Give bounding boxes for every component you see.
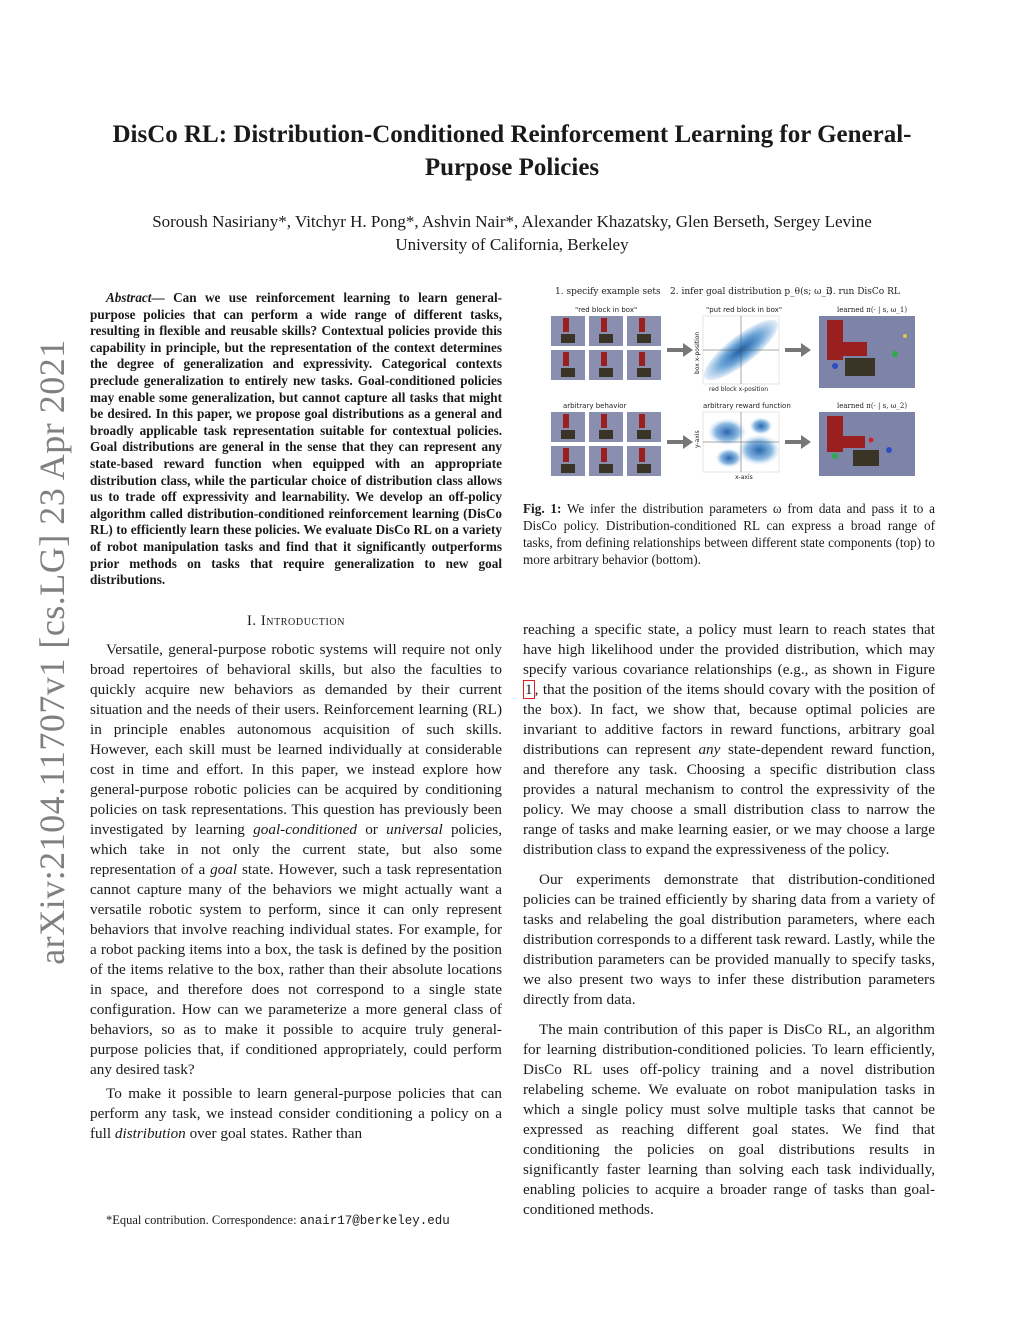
arxiv-stamp: arXiv:2104.11707v1 [cs.LG] 23 Apr 2021 [32,339,72,965]
correspondence-email[interactable]: anair17@berkeley.edu [299,1214,450,1228]
right-paragraph-1: reaching a specific state, a policy must learn to reach states that have high likelihood under the provided distribution, which may specify various covariance relationships (e.g., as shown in Figure 1 , that the position of the items should covary with the position of the box). In fact, we show that, because optimal policies are invariant to additive factors in reward functions, arbitrary goal distributions can represent any state-dependent reward function, and therefore any task. Choosing a specific distribution class provides a natural mechanism to control the expressivity of the policy. We may choose a small distribution class to narrow the range of tasks and make learning easier, or we may choose a large distribution class to expand the expressiveness of the policy. [523,621,935,858]
intro-paragraph-1: Versatile, general-purpose robotic systems will require not only broad repertoires of behavioral skills, but also the faculties to quickly acquire new behaviors as demanded by their current situation and the needs of their users. Reinforcement learning (RL) in principle enables autonomous acquisition of such skills. However, each skill must be learned individually at considerable cost in time and effort. In this paper, we instead explore how general-purpose robotic policies can be acquired by conditioning policies on task representations. This question has previously been investigated by learning goal-conditioned or universal policies, which take in not only the current state, but also some representation of a goal state. However, such a task representation cannot capture many of the behaviors we might actually want a versatile robotic system to perform, since it can only represent behaviors that involve reaching individual states. For example, for a robot packing items into a box, the task is defined by the position of the items relative to the box, rather than their absolute locations in space, and therefore does not correspond to a single state configuration. How can we parameterize a more general class of behaviors, so as to make it possible to acquire truly general-purpose policies that, if conditioned appropriately, could perform any desired task? [90,640,502,1078]
panel-bot-mid-label: arbitrary reward function [703,402,791,410]
panel-top-right-label: learned π(· | s, ω_1) [837,306,908,314]
figure-1 [523,280,935,480]
footnote: *Equal contribution. Correspondence: anair17@berkeley.edu [106,1213,450,1228]
axis-top-x-label: red block x-position [709,386,769,393]
arrow-icon [785,343,811,357]
learned-policy-image-top [819,316,915,388]
right-paragraph-3: The main contribution of this paper is DisCo RL, an algorithm for learning distribution-conditioned policies. To learn efficiently, DisCo RL uses off-policy training and a novel distribution relabeling scheme. We evaluate on robot manipulation tasks in which a single policy must solve multiple tasks that cannot be expressed as reaching different goal states. We find that conditioning the policies on goal distributions results in significantly faster learning than solving each task individually, enabling policies to acquire a broader range of tasks than goal-conditioned methods. [523,1021,935,1218]
left-column [90,290,502,1144]
abstract-text: Can we use reinforcement learning to learn general-purpose policies that can perform a wide range of different tasks, resulting in flexible and reusable skills? Contextual policies provide this capability in principle, but the representation of the context determines the degree of generalization and expressivity. Categorical contexts preclude generalization to entirely new tasks. Goal-conditioned policies may enable some generalization, but cannot capture all tasks that might be desired. In this paper, we propose goal distributions as a general and broadly applicable task representation suitable for contextual policies. Goal distributions are general in the sense that they can represent any state-based reward function when equipped with an appropriate distribution class, while the particular choice of distribution class allows us to trade off expressivity and learnability. We develop an off-policy algorithm called distribution-conditioned reinforcement learning (DisCo RL) to efficiently learn these policies. We evaluate DisCo RL on a variety of robot manipulation tasks and find that it significantly outperforms prior methods on tasks that require generalization to new goal distributions. [90,290,503,588]
figure-reference-link[interactable]: 1 [525,681,533,698]
axis-bot-x-label: x-axis [735,474,753,480]
section-heading-introduction: I. Introduction [246,612,346,629]
figure-1-graphic [523,280,935,480]
example-images-bottom [551,412,661,476]
abstract-lead: Abstract [106,290,152,305]
caption-label: Fig. 1: [523,501,562,516]
density-plot-bottom [703,412,781,472]
learned-policy-image-bottom [819,412,915,476]
figure-step-2: 2. infer goal distribution p_θ(s; ω_i) [670,287,833,297]
right-paragraph-2: Our experiments demonstrate that distribution-conditioned policies can be trained efficiently by sharing data from a variety of tasks and relabeling the goal distribution parameters, where each distribution corresponds to a different task reward. Lastly, while the distribution parameters can be provided manually to specify tasks, we also present two ways to infer these distribution parameters directly from data. [523,871,935,1008]
author-list: Soroush Nasiriany*, Vitchyr H. Pong*, Ashvin Nair*, Alexander Khazatsky, Glen Berseth, Sergey Levine [152,212,872,231]
panel-top-left-label: "red block in box" [575,306,638,314]
author-block [80,210,944,256]
example-images-top [551,316,661,380]
axis-top-y-label: box x-position [694,331,701,374]
figure-1-caption: Fig. 1: We infer the distribution parameters ω from data and pass it to a DisCo policy. Distribution-conditioned RL can express a broad range of tasks, from defining relationships between different state components (top) to more arbitrary behavior (bottom). [523,501,935,567]
panel-bot-right-label: learned π(· | s, ω_2) [837,402,908,410]
density-plot-top [696,311,786,390]
paper-title: DisCo RL: Distribution-Conditioned Reinforcement Learning for General-Purpose Policies [112,121,912,181]
panel-top-mid-label: "put red block in box" [706,306,783,314]
panel-bot-left-label: arbitrary behavior [563,402,627,410]
figure-step-3: 3. run DisCo RL [827,287,900,297]
right-column [523,280,935,1220]
affiliation: University of California, Berkeley [395,235,629,254]
axis-bot-y-label: y-axis [694,430,701,448]
arrow-icon [667,343,693,357]
arrow-icon [785,435,811,449]
figure-step-1: 1. specify example sets [555,287,661,297]
abstract: Abstract— Can we use reinforcement learning to learn general-purpose policies that can perform a wide range of different tasks, resulting in flexible and reusable skills? Contextual policies provide this capability in principle, but the representation of the context determines the degree of generalization and expressivity. Categorical contexts preclude generalization to entirely new tasks. Goal-conditioned policies may enable some generalization, but cannot capture all tasks that might be desired. In this paper, we propose goal distributions as a general and broadly applicable task representation suitable for contextual policies. Goal distributions are general in the sense that they can represent any state-based reward function when equipped with an appropriate distribution class, while the particular choice of distribution class allows us to trade off expressivity and learnability. We develop an off-policy algorithm called distribution-conditioned reinforcement learning (DisCo RL) to efficiently learn these policies. We evaluate DisCo RL on a variety of robot manipulation tasks and find that it significantly outperforms prior methods on tasks that require generalization to new goal distributions. [90,290,503,588]
arrow-icon [667,435,693,449]
intro-paragraph-2: To make it possible to learn general-purpose policies that can perform any task, we instead consider conditioning a policy on a full distribution over goal states. Rather than [90,1084,502,1142]
